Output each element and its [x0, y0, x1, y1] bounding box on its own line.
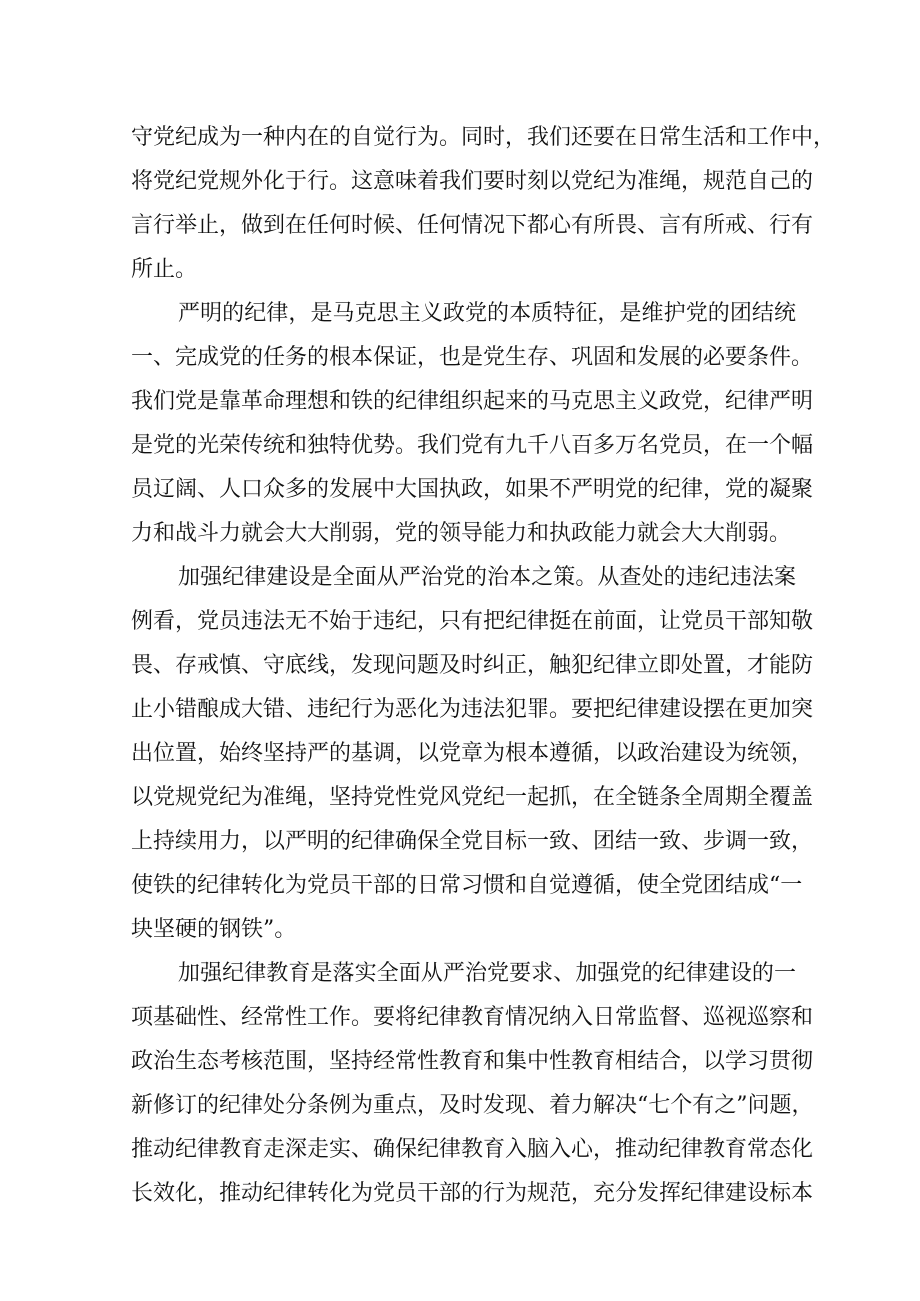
- text-line: 项基础性、经常性工作。要将纪律教育情况纳入日常监督、巡视巡察和: [131, 1005, 814, 1030]
- text-line: 员辽阔、人口众多的发展中大国执政，如果不严明党的纪律，党的凝聚: [131, 477, 814, 502]
- text-line: 止小错酿成大错、违纪行为恶化为违法犯罪。要把纪律建设摆在更加突: [131, 697, 814, 722]
- text-line: 畏、存戒慎、守底线，发现问题及时纠正，触犯纪律立即处置，才能防: [131, 653, 814, 678]
- text-line: 推动纪律教育走深走实、确保纪律教育入脑入心，推动纪律教育常态化: [131, 1137, 814, 1162]
- text-line: 使铁的纪律转化为党员干部的日常习惯和自觉遵循，使全党团结成“一: [131, 873, 803, 898]
- text-line: 言行举止，做到在任何时候、任何情况下都心有所畏、言有所戒、行有: [131, 213, 814, 238]
- text-line: 一、完成党的任务的根本保证，也是党生存、巩固和发展的必要条件。: [131, 345, 814, 370]
- text-line: 例看，党员违法无不始于违纪，只有把纪律挺在前面，让党员干部知敬: [131, 609, 814, 634]
- text-line: 出位置，始终坚持严的基调，以党章为根本遵循，以政治建设为统领，: [131, 741, 814, 766]
- text-line: 块坚硬的钢铁”。: [131, 917, 297, 942]
- paragraph-first-line: 加强纪律教育是落实全面从严治党要求、加强党的纪律建设的一: [178, 961, 796, 986]
- text-line: 政治生态考核范围，坚持经常性教育和集中性教育相结合，以学习贯彻: [131, 1049, 814, 1074]
- text-line: 力和战斗力就会大大削弱，党的领导能力和执政能力就会大大削弱。: [131, 521, 792, 546]
- text-line: 是党的光荣传统和独特优势。我们党有九千八百多万名党员，在一个幅: [131, 433, 814, 458]
- text-line: 所止。: [131, 257, 198, 282]
- text-line: 新修订的纪律处分条例为重点，及时发现、着力解决“七个有之”问题，: [131, 1093, 814, 1118]
- text-line: 我们党是靠革命理想和铁的纪律组织起来的马克思主义政党，纪律严明: [131, 389, 814, 414]
- paragraph-first-line: 严明的纪律，是马克思主义政党的本质特征，是维护党的团结统: [178, 301, 796, 326]
- text-line: 将党纪党规外化于行。这意味着我们要时刻以党纪为准绳，规范自己的: [131, 169, 814, 194]
- text-line: 长效化，推动纪律转化为党员干部的行为规范，充分发挥纪律建设标本: [131, 1181, 814, 1206]
- text-line: 守党纪成为一种内在的自觉行为。同时，我们还要在日常生活和工作中，: [131, 125, 836, 150]
- text-line: 上持续用力，以严明的纪律确保全党目标一致、团结一致、步调一致，: [131, 829, 814, 854]
- text-line: 以党规党纪为准绳，坚持党性党风党纪一起抓，在全链条全周期全覆盖: [131, 785, 814, 810]
- paragraph-first-line: 加强纪律建设是全面从严治党的治本之策。从查处的违纪违法案: [178, 565, 796, 590]
